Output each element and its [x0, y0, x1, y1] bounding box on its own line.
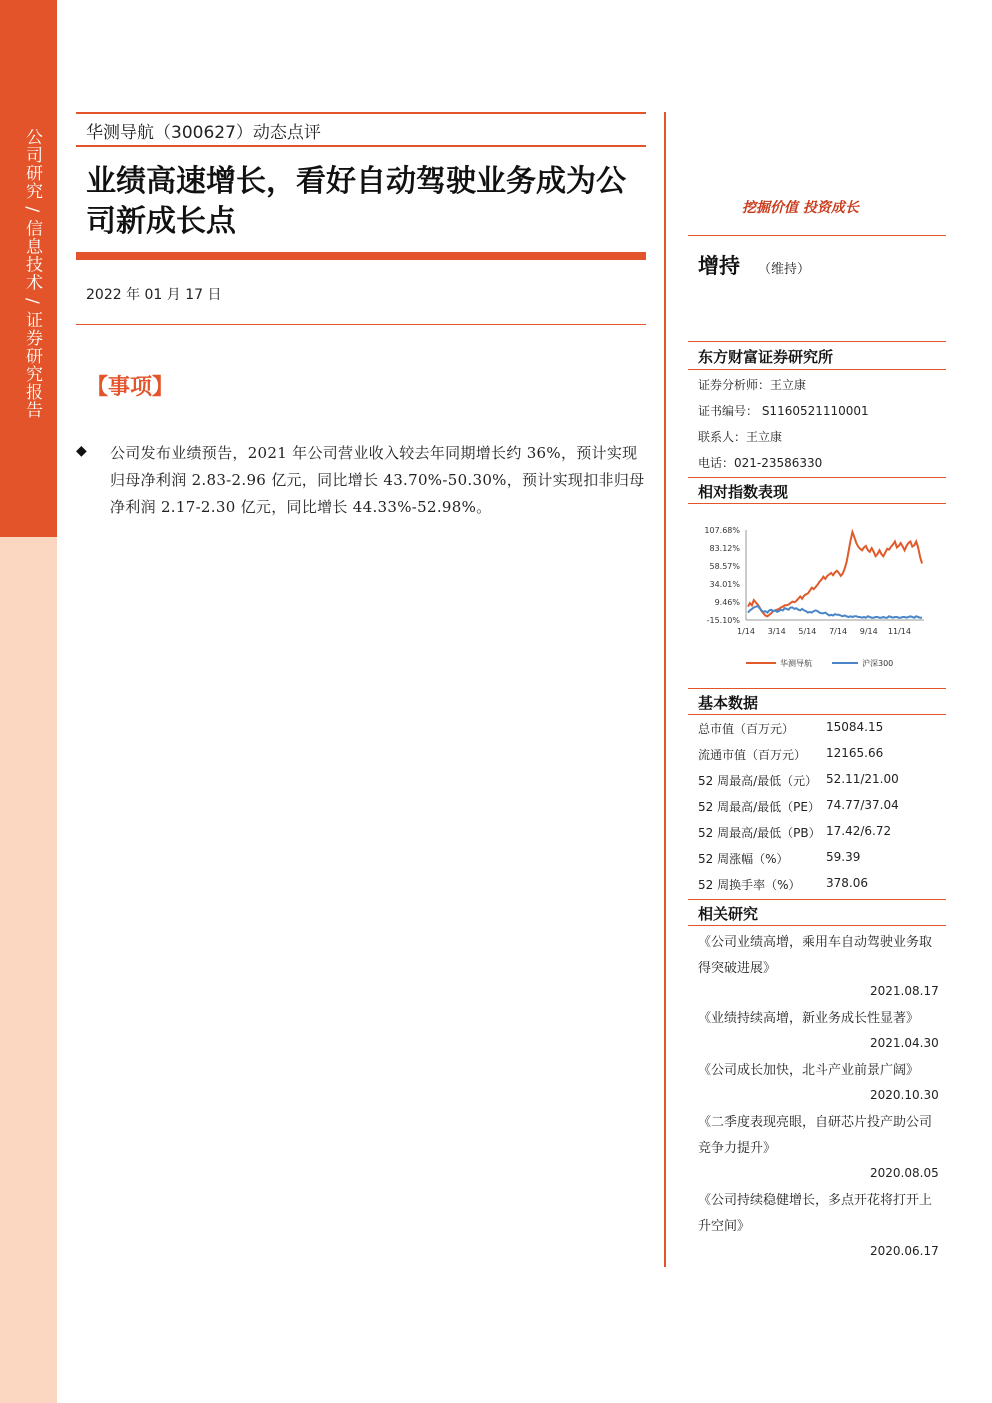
chart-series-line — [748, 532, 922, 616]
certificate-number: 证书编号： S1160521110001 — [698, 404, 869, 418]
chart-y-tick-label: 9.46% — [714, 597, 740, 607]
sidebar-category-text: 公司研究 / 信息技术 / 证券研究报告 — [22, 128, 42, 420]
basic-data-label: 流通市值（百万元） — [698, 748, 807, 762]
slogan: 挖掘价值 投资成长 — [742, 200, 859, 216]
related-research-date: 2020.08.05 — [870, 1166, 939, 1180]
chart-x-tick-label: 5/14 — [798, 627, 817, 636]
chart-x-tick-label: 7/14 — [829, 627, 848, 636]
chart-y-tick-label: -15.10% — [706, 616, 740, 625]
date-rule — [76, 324, 646, 325]
rating: 增持 — [698, 254, 740, 278]
report-date: 2022 年 01 月 17 日 — [86, 287, 222, 303]
basic-data-title: 基本数据 — [698, 694, 759, 712]
page-title: 业绩高速增长，看好自动驾驶业务成为公司新成长点 — [86, 164, 626, 239]
related-research-date: 2021.04.30 — [870, 1036, 939, 1050]
chart-title: 相对指数表现 — [698, 483, 789, 501]
related-research-title: 相关研究 — [698, 905, 759, 923]
analyst: 证券分析师：王立康 — [698, 378, 807, 392]
related-rule-top — [688, 899, 946, 900]
chart-series-line — [748, 606, 922, 618]
related-rule-bottom — [688, 925, 946, 926]
basic-rule-bottom — [688, 714, 946, 715]
basic-data-value: 15084.15 — [826, 720, 884, 734]
chart-legend-label: 沪深300 — [862, 659, 894, 668]
slogan-rule — [688, 235, 946, 236]
related-research-date: 2021.08.17 — [870, 984, 939, 998]
related-research-item[interactable]: 《公司持续稳健增长，多点开花将打开上升空间》 — [698, 1193, 933, 1234]
chart-y-tick-label: 83.12% — [709, 544, 740, 554]
bullet-diamond-icon: ◆ — [76, 443, 87, 459]
chart-y-tick-label: 107.68% — [704, 526, 740, 535]
basic-data-label: 总市值（百万元） — [698, 722, 795, 736]
institute-rule-bottom — [688, 369, 946, 370]
relative-index-chart — [688, 516, 946, 676]
chart-x-tick-label: 11/14 — [887, 627, 911, 636]
basic-data-value: 17.42/6.72 — [826, 824, 892, 838]
related-research-item[interactable]: 《二季度表现亮眼，自研芯片投产助公司竞争力提升》 — [698, 1115, 933, 1156]
chart-x-tick-label: 3/14 — [767, 627, 786, 636]
chart-x-tick-label: 9/14 — [859, 627, 878, 636]
sidebar-light-band — [0, 537, 57, 1403]
header-rule — [76, 145, 646, 147]
institute-name: 东方财富证券研究所 — [698, 348, 834, 366]
chart-x-tick-label: 1/14 — [737, 627, 755, 636]
basic-data-label: 52 周最高/最低（PB） — [698, 826, 821, 840]
rating-note: （维持） — [758, 262, 811, 277]
related-research-date: 2020.06.17 — [870, 1244, 939, 1258]
chart-y-tick-label: 58.57% — [709, 561, 740, 571]
title-thick-rule — [76, 252, 646, 260]
related-research-item[interactable]: 《公司业绩高增，乘用车自动驾驶业务取得突破进展》 — [698, 935, 933, 976]
basic-data-label: 52 周换手率（%） — [698, 878, 801, 892]
basic-rule-top — [688, 688, 946, 689]
basic-data-value: 59.39 — [826, 850, 861, 864]
chart-rule-top — [688, 477, 946, 478]
basic-data-value: 378.06 — [826, 876, 868, 890]
column-divider — [664, 112, 666, 1267]
header-top-rule — [76, 112, 646, 114]
basic-data-value: 12165.66 — [826, 746, 884, 760]
chart-legend-label: 华测导航 — [780, 659, 812, 668]
chart-rule-bottom — [688, 503, 946, 504]
contact: 联系人：王立康 — [698, 430, 783, 444]
basic-data-label: 52 周最高/最低（元） — [698, 774, 818, 788]
basic-data-value: 52.11/21.00 — [826, 772, 899, 786]
related-research-item[interactable]: 《业绩持续高增，新业务成长性显著》 — [698, 1011, 920, 1026]
basic-data-label: 52 周涨幅（%） — [698, 852, 789, 866]
chart-y-tick-label: 34.01% — [709, 580, 740, 590]
report-type: 华测导航（300627）动态点评 — [86, 123, 321, 143]
related-research-item[interactable]: 《公司成长加快，北斗产业前景广阔》 — [698, 1063, 920, 1078]
body-paragraph: 公司发布业绩预告，2021 年公司营业收入较去年同期增长约 36%，预计实现归母净利润 2.83-2.96 亿元，同比增长 43.70%-50.30%，预计实现扣非归母净利润 2.17-2.30 亿元，同比增长 44.33%-52.98%。 — [110, 444, 645, 516]
basic-data-value: 74.77/37.04 — [826, 798, 899, 812]
basic-data-label: 52 周最高/最低（PE） — [698, 800, 820, 814]
institute-rule-top — [688, 341, 946, 342]
section-title: 【事项】 — [86, 375, 175, 400]
phone: 电话：021-23586330 — [698, 456, 823, 470]
related-research-date: 2020.10.30 — [870, 1088, 939, 1102]
